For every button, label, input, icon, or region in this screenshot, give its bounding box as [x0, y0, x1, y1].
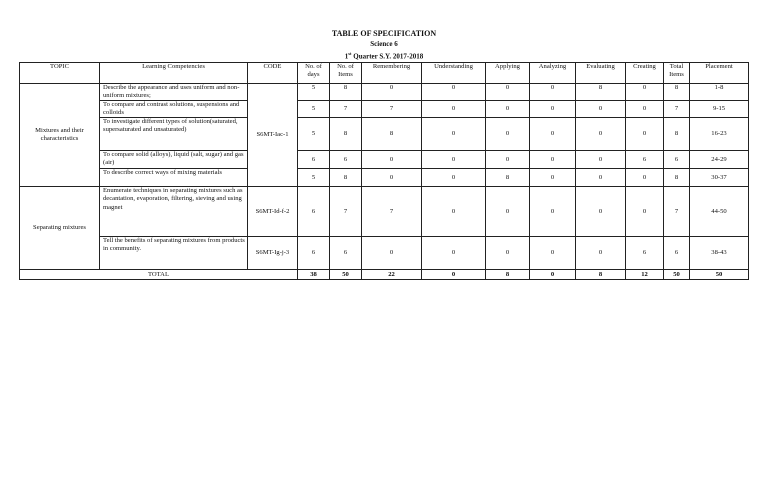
- days-cell: 6: [298, 237, 330, 270]
- items-cell: 6: [330, 151, 362, 169]
- competency-cell: To describe correct ways of mixing materials: [100, 169, 248, 187]
- remembering-cell: 0: [362, 84, 422, 101]
- table-row: [20, 151, 749, 169]
- items-cell: 8: [330, 169, 362, 187]
- analyzing-cell: 0: [530, 84, 576, 101]
- total-remembering: 22: [362, 270, 422, 280]
- placement-cell: 44-50: [690, 187, 749, 237]
- col-header: Analyzing: [530, 63, 576, 84]
- days-cell: 6: [298, 187, 330, 237]
- creating-cell: 6: [626, 151, 664, 169]
- col-header: TOPIC: [20, 63, 100, 84]
- competency-cell: Enumerate techniques in separating mixtures such as decantation, evaporation, filtering, sieving and using magnet: [100, 187, 248, 237]
- remembering-cell: 0: [362, 237, 422, 270]
- applying-cell: 0: [486, 101, 530, 118]
- total-total-items: 50: [664, 270, 690, 280]
- col-header: Placement: [690, 63, 749, 84]
- evaluating-cell: 0: [576, 187, 626, 237]
- analyzing-cell: 0: [530, 237, 576, 270]
- placement-cell: 1-8: [690, 84, 749, 101]
- total-placement: 50: [690, 270, 749, 280]
- days-cell: 5: [298, 84, 330, 101]
- col-header: Creating: [626, 63, 664, 84]
- col-header: Evaluating: [576, 63, 626, 84]
- evaluating-cell: 0: [576, 237, 626, 270]
- items-cell: 8: [330, 84, 362, 101]
- understanding-cell: 0: [422, 118, 486, 151]
- total-analyzing: 0: [530, 270, 576, 280]
- understanding-cell: 0: [422, 151, 486, 169]
- total-items-cell: 8: [664, 118, 690, 151]
- competency-cell: To investigate different types of solution(saturated, supersaturated and unsaturated): [100, 118, 248, 151]
- remembering-cell: 0: [362, 169, 422, 187]
- days-cell: 5: [298, 169, 330, 187]
- applying-cell: 0: [486, 237, 530, 270]
- items-cell: 6: [330, 237, 362, 270]
- col-header: No. of days: [298, 63, 330, 84]
- subject-line: Science 6: [370, 40, 398, 48]
- analyzing-cell: 0: [530, 151, 576, 169]
- understanding-cell: 0: [422, 101, 486, 118]
- understanding-cell: 0: [422, 84, 486, 101]
- col-header: Learning Competencies: [100, 63, 248, 84]
- competency-cell: To compare and contrast solutions, suspensions and colloids: [100, 101, 248, 118]
- col-header: Remembering: [362, 63, 422, 84]
- remembering-cell: 0: [362, 151, 422, 169]
- evaluating-cell: 8: [576, 84, 626, 101]
- applying-cell: 0: [486, 187, 530, 237]
- total-row: [20, 270, 749, 280]
- applying-cell: 0: [486, 151, 530, 169]
- specification-table: [19, 62, 749, 280]
- placement-cell: 38-43: [690, 237, 749, 270]
- remembering-cell: 8: [362, 118, 422, 151]
- evaluating-cell: 0: [576, 101, 626, 118]
- remembering-cell: 7: [362, 187, 422, 237]
- col-header: No. of Items: [330, 63, 362, 84]
- applying-cell: 0: [486, 118, 530, 151]
- total-items-cell: 8: [664, 84, 690, 101]
- placement-cell: 30-37: [690, 169, 749, 187]
- total-items-cell: 7: [664, 187, 690, 237]
- creating-cell: 6: [626, 237, 664, 270]
- applying-cell: 0: [486, 84, 530, 101]
- understanding-cell: 0: [422, 237, 486, 270]
- table-row: [20, 237, 749, 270]
- total-items-cell: 6: [664, 151, 690, 169]
- total-label: TOTAL: [20, 270, 298, 280]
- total-evaluating: 8: [576, 270, 626, 280]
- placement-cell: 16-23: [690, 118, 749, 151]
- code-cell: S6MT-Ig-j-3: [248, 237, 298, 270]
- competency-cell: Tell the benefits of separating mixtures from products in community.: [100, 237, 248, 270]
- total-items-cell: 7: [664, 101, 690, 118]
- table-row: [20, 169, 749, 187]
- creating-cell: 0: [626, 118, 664, 151]
- creating-cell: 0: [626, 187, 664, 237]
- col-header: Total Items: [664, 63, 690, 84]
- applying-cell: 8: [486, 169, 530, 187]
- competency-cell: To compare solid (alloys), liquid (salt, sugar) and gas (air): [100, 151, 248, 169]
- competency-cell: Describe the appearance and uses uniform and non-uniform mixtures;: [100, 84, 248, 101]
- total-items-cell: 8: [664, 169, 690, 187]
- code-cell: S6MT-Iac-1: [248, 84, 298, 187]
- topic-cell: Mixtures and their characteristics: [20, 84, 100, 187]
- total-understanding: 0: [422, 270, 486, 280]
- topic-cell: Separating mixtures: [20, 187, 100, 270]
- days-cell: 5: [298, 118, 330, 151]
- col-header: Applying: [486, 63, 530, 84]
- understanding-cell: 0: [422, 187, 486, 237]
- placement-cell: 9-15: [690, 101, 749, 118]
- analyzing-cell: 0: [530, 118, 576, 151]
- code-cell: S6MT-Id-f-2: [248, 187, 298, 237]
- table-row: [20, 118, 749, 151]
- days-cell: 5: [298, 101, 330, 118]
- document-title: TABLE OF SPECIFICATION: [331, 29, 437, 38]
- creating-cell: 0: [626, 101, 664, 118]
- items-cell: 7: [330, 101, 362, 118]
- table-row: [20, 187, 749, 237]
- remembering-cell: 7: [362, 101, 422, 118]
- evaluating-cell: 0: [576, 169, 626, 187]
- analyzing-cell: 0: [530, 101, 576, 118]
- days-cell: 6: [298, 151, 330, 169]
- quarter-line: 1st Quarter S.Y. 2017-2018: [344, 51, 424, 61]
- total-items: 50: [330, 270, 362, 280]
- col-header: CODE: [248, 63, 298, 84]
- total-items-cell: 6: [664, 237, 690, 270]
- placement-cell: 24-29: [690, 151, 749, 169]
- evaluating-cell: 0: [576, 151, 626, 169]
- understanding-cell: 0: [422, 169, 486, 187]
- creating-cell: 0: [626, 169, 664, 187]
- analyzing-cell: 0: [530, 187, 576, 237]
- total-days: 38: [298, 270, 330, 280]
- table-row: [20, 84, 749, 101]
- total-creating: 12: [626, 270, 664, 280]
- items-cell: 8: [330, 118, 362, 151]
- evaluating-cell: 0: [576, 118, 626, 151]
- creating-cell: 0: [626, 84, 664, 101]
- table-row: [20, 101, 749, 118]
- header-row: [20, 63, 749, 84]
- col-header: Understanding: [422, 63, 486, 84]
- items-cell: 7: [330, 187, 362, 237]
- analyzing-cell: 0: [530, 169, 576, 187]
- total-applying: 8: [486, 270, 530, 280]
